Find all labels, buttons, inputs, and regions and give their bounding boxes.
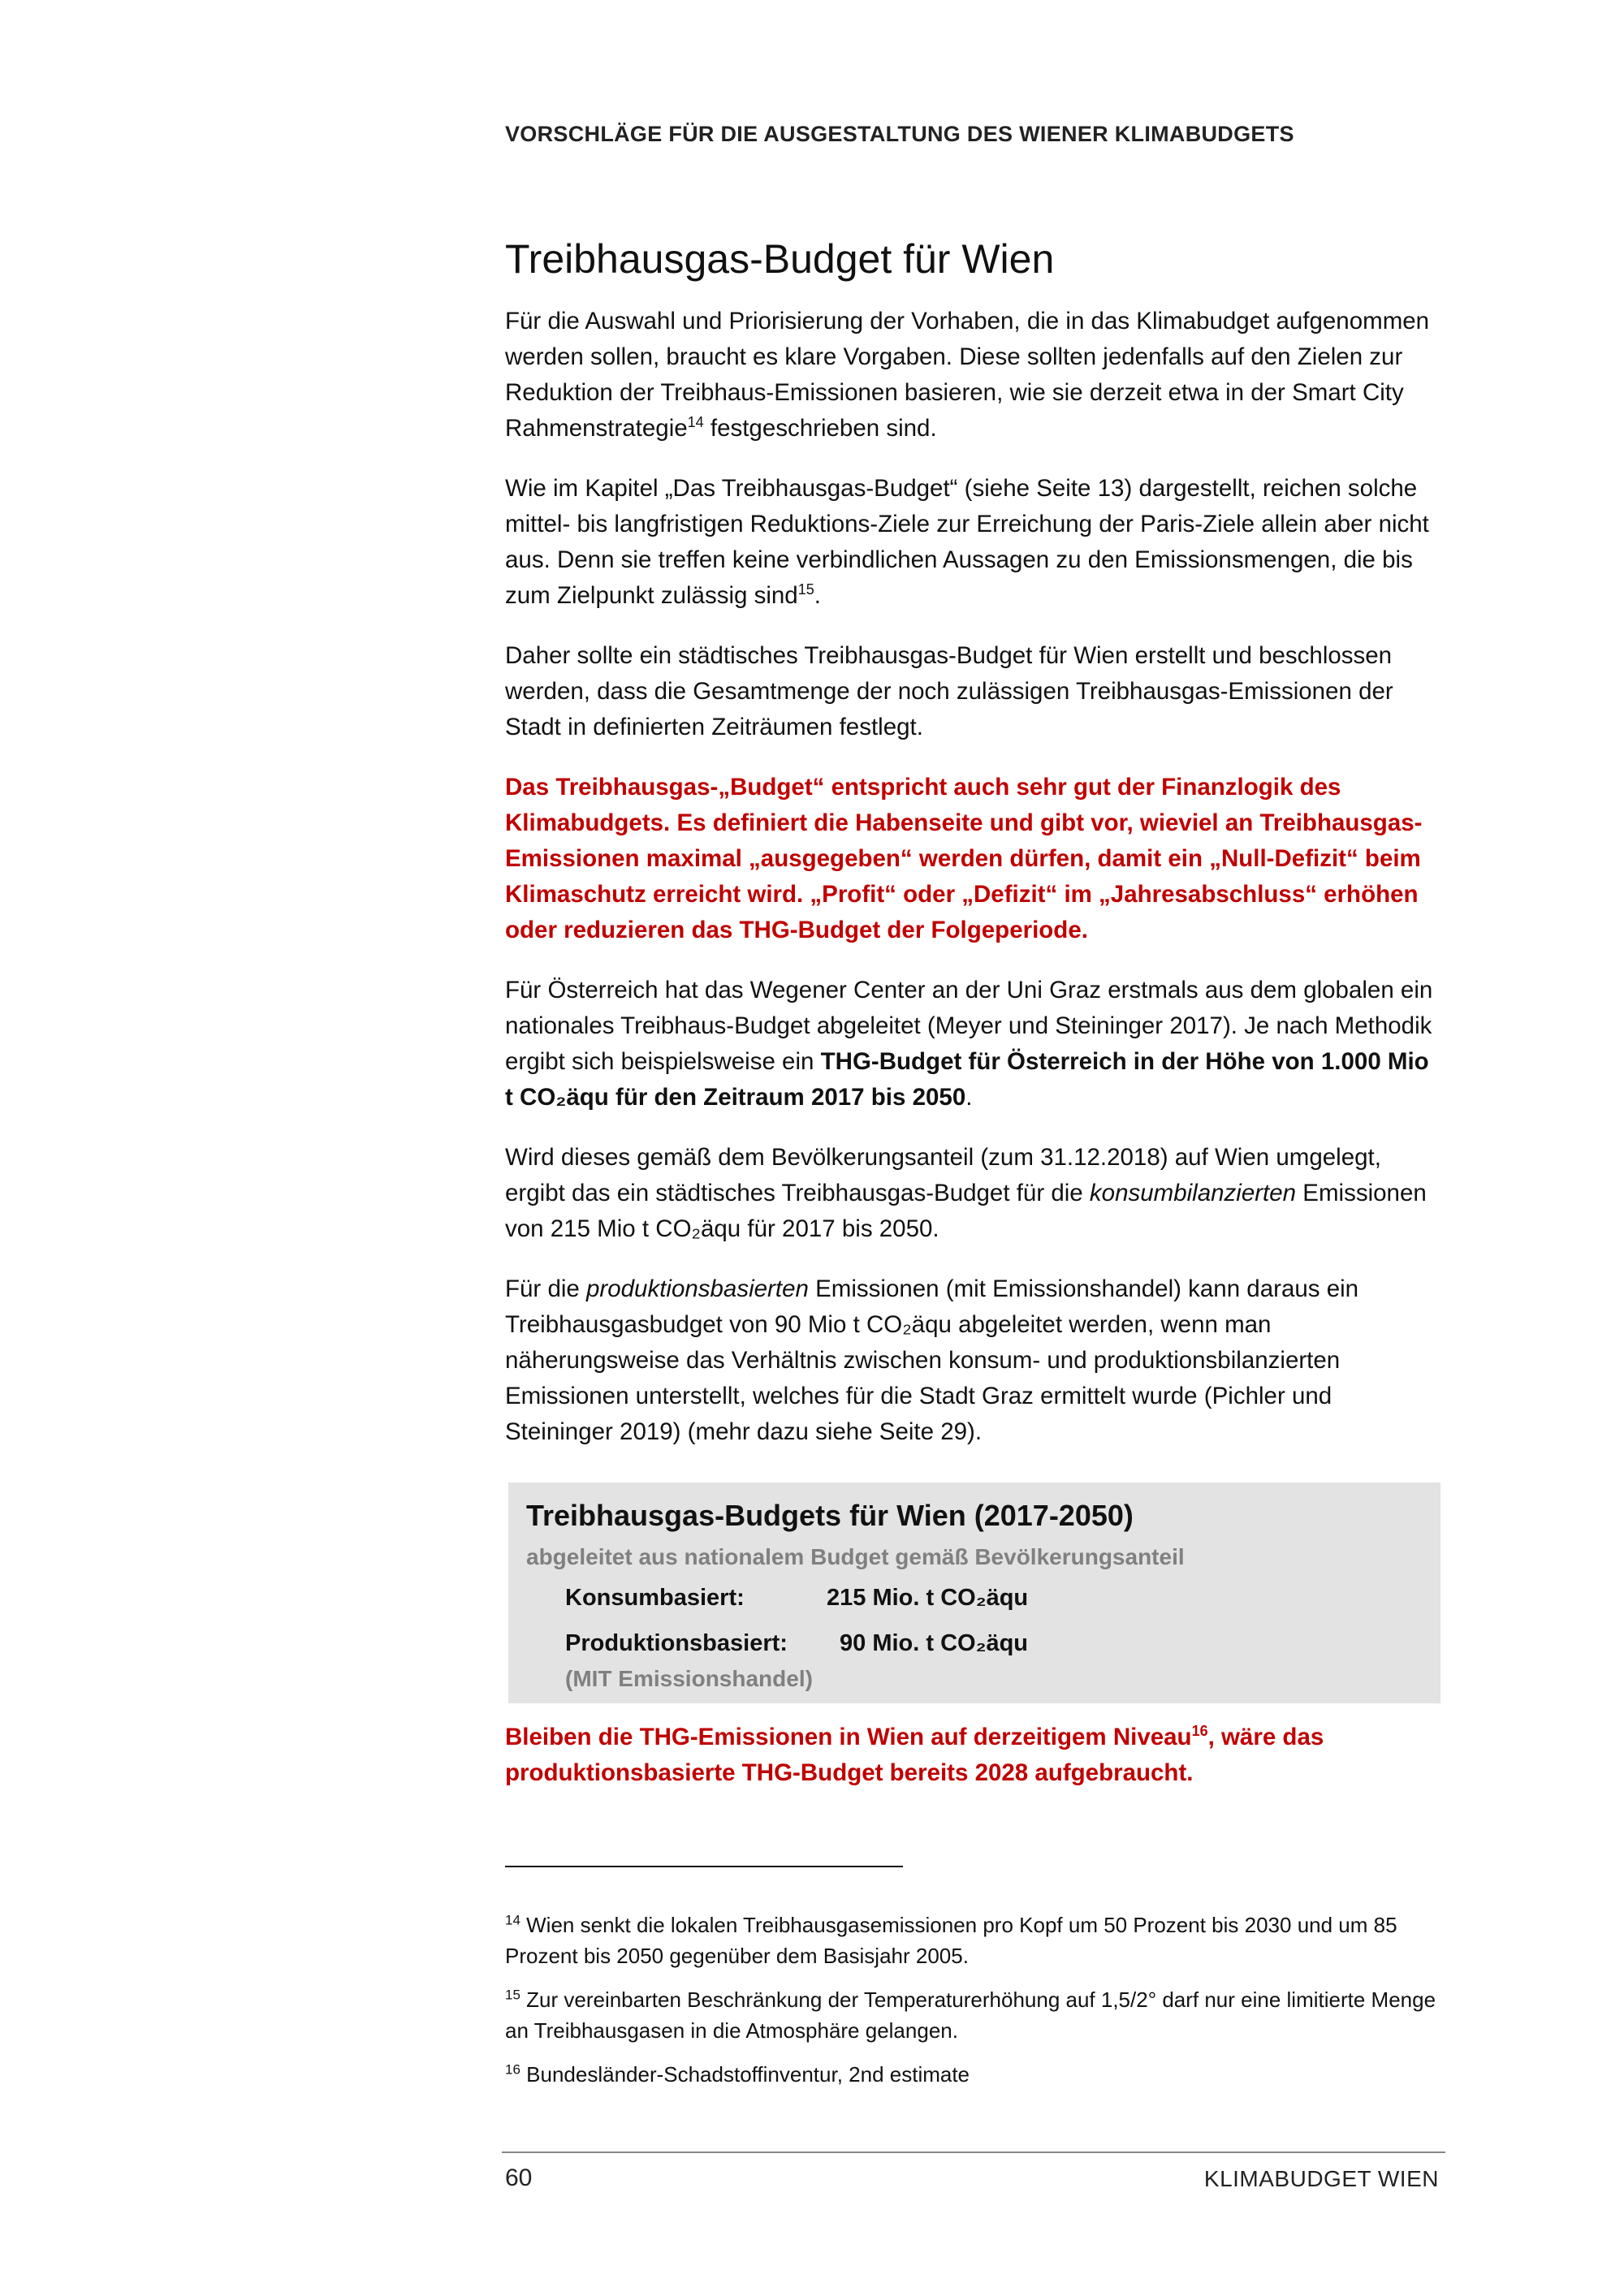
paragraph-1 (505, 304, 1439, 447)
paragraph-5-text: Für Österreich hat das Wegener Center an der Uni Graz erstmals aus dem globalen ein nationales Treibhaus-Budget abgeleitet (Meyer und Steininger 2017). Je nach Methodik ergibt sich beispielsweise ein (505, 977, 1433, 1075)
paragraph-6-text: Wird dieses gemäß dem Bevölkerungsanteil (zum 31.12.2018) auf Wien umgelegt, ergibt das ein städtisches Treibhausgas-Budget für die (505, 1144, 1381, 1206)
highlight-paragraph: Das Treibhausgas-„Budget“ entspricht auch sehr gut der Finanzlogik des Klimabudgets. Es definiert die Habenseite und gibt vor, wieviel an Treibhausgas-Emissionen maximal „ausgegeben“ werden dürfen, damit ein „Null-Defizit“ beim Klimaschutz erreicht wird. „Profit“ oder „Defizit“ im „Jahresabschluss“ erhöhen oder reduzieren das THG-Budget der Folgeperiode. (505, 774, 1423, 943)
section-title: Treibhausgas-Budget für Wien (505, 236, 1055, 282)
paragraph-5-bold: THG-Budget für Österreich in der Höhe von 1.000 Mio t CO₂äqu für den Zeitraum 2017 bis 2050 (505, 1048, 1429, 1111)
closing-text: Bleiben die THG-Emissionen in Wien auf derzeitigem Niveau (505, 1724, 1192, 1750)
footnote-number: 14 (505, 1912, 520, 1928)
paragraph-6-italic: konsumbilanzierten (1089, 1180, 1297, 1206)
footnote-text: Wien senkt die lokalen Treibhausgasemissionen pro Kopf um 50 Prozent bis 2030 und um 85 Prozent bis 2050 gegenüber dem Basisjahr 2005. (505, 1913, 1397, 1968)
paragraph-7-italic: produktionsbasierten (586, 1275, 809, 1302)
footnote-ref-14[interactable]: 14 (687, 414, 704, 431)
paragraph-5 (505, 973, 1439, 1116)
footnote-15 (505, 1984, 1439, 2046)
paragraph-6 (505, 1140, 1439, 1247)
paragraph-2 (505, 471, 1439, 614)
paragraph-1-text: Für die Auswahl und Priorisierung der Vorhaben, die in das Klimabudget aufgenommen werden sollen, braucht es klare Vorgaben. Diese sollten jedenfalls auf den Zielen zur Reduktion der Treibhaus-Emissionen basieren, wie sie derzeit etwa in der Smart City Rahmenstrategie (505, 308, 1430, 442)
paragraph-7-text: Für die (505, 1275, 587, 1302)
row-value: 215 Mio. t CO₂äqu (827, 1585, 1029, 1611)
row-label: Konsumbasiert: (565, 1585, 745, 1611)
footnote-ref-15[interactable]: 15 (797, 581, 814, 598)
row-label: Produktionsbasiert: (565, 1630, 788, 1656)
footnote-number: 15 (505, 1987, 520, 2003)
paragraph-1-text-end: festgeschrieben sind. (703, 415, 937, 442)
row-note: (MIT Emissionshandel) (565, 1666, 813, 1691)
footnote-14 (505, 1910, 1439, 1971)
paragraph-7 (505, 1271, 1439, 1450)
paragraph-3: Daher sollte ein städtisches Treibhausgas-Budget für Wien erstellt und beschlossen werden, dass die Gesamtmenge der noch zulässigen Treibhausgas-Emissionen der Stadt in definierten Zeiträumen festlegt. (505, 642, 1393, 740)
closing-highlight (505, 1720, 1447, 1791)
footnote-text: Bundesländer-Schadstoffinventur, 2nd estimate (520, 2062, 970, 2087)
row-value: 90 Mio. t CO₂äqu (840, 1630, 1029, 1656)
budget-row-consumption (565, 1585, 1029, 1612)
footnote-divider (505, 1866, 903, 1867)
paragraph-6-text-end: Emissionen von 215 Mio t CO₂äqu für 2017 bis 2050. (505, 1180, 1427, 1242)
paragraph-2-text-end: . (814, 582, 821, 609)
box-subtitle: abgeleitet aus nationalem Budget gemäß Bevölkerungsanteil (526, 1544, 1185, 1569)
paragraph-2-text: Wie im Kapitel „Das Treibhausgas-Budget“ (siehe Seite 13) dargestellt, reichen solche mittel- bis langfristigen Reduktions-Ziele zur Erreichung der Paris-Ziele allein aber nicht aus. Denn sie treffen keine verbindlichen Aussagen zu den Emissionsmengen, die bis zum Zielpunkt zulässig sind (505, 475, 1429, 609)
footnote-text: Zur vereinbarten Beschränkung der Temperaturerhöhung auf 1,5/2° darf nur eine limitierte Menge an Treibhausgasen in die Atmosphäre gelangen. (505, 1987, 1436, 2043)
body-text (505, 304, 1439, 1474)
footnote-number: 16 (505, 2061, 520, 2078)
closing-text-end: , wäre das produktionsbasierte THG-Budget bereits 2028 aufgebraucht. (505, 1724, 1324, 1786)
running-header: VORSCHLÄGE FÜR DIE AUSGESTALTUNG DES WIENER KLIMABUDGETS (505, 122, 1294, 146)
footer-divider (502, 2151, 1445, 2153)
paragraph-5-text-end: . (965, 1084, 973, 1111)
footer-title: KLIMABUDGET WIEN (1203, 2166, 1439, 2191)
footnote-16 (505, 2059, 1439, 2090)
budget-info-box (508, 1482, 1440, 1703)
footnote-ref-16[interactable]: 16 (1191, 1723, 1208, 1740)
budget-row-production (565, 1630, 1029, 1657)
box-title: Treibhausgas-Budgets für Wien (2017-2050) (526, 1499, 1134, 1532)
page-number: 60 (505, 2164, 533, 2191)
paragraph-7-text-end: Emissionen (mit Emissionshandel) kann daraus ein Treibhausgasbudget von 90 Mio t CO₂äqu abgeleitet werden, wenn man näherungsweise das Verhältnis zwischen konsum- und produktionsbilanzierten Emissionen unterstellt, welches für die Stadt Graz ermittelt wurde (Pichler und Steininger 2019) (mehr dazu siehe Seite 29). (505, 1275, 1359, 1445)
footnotes (505, 1910, 1439, 2103)
